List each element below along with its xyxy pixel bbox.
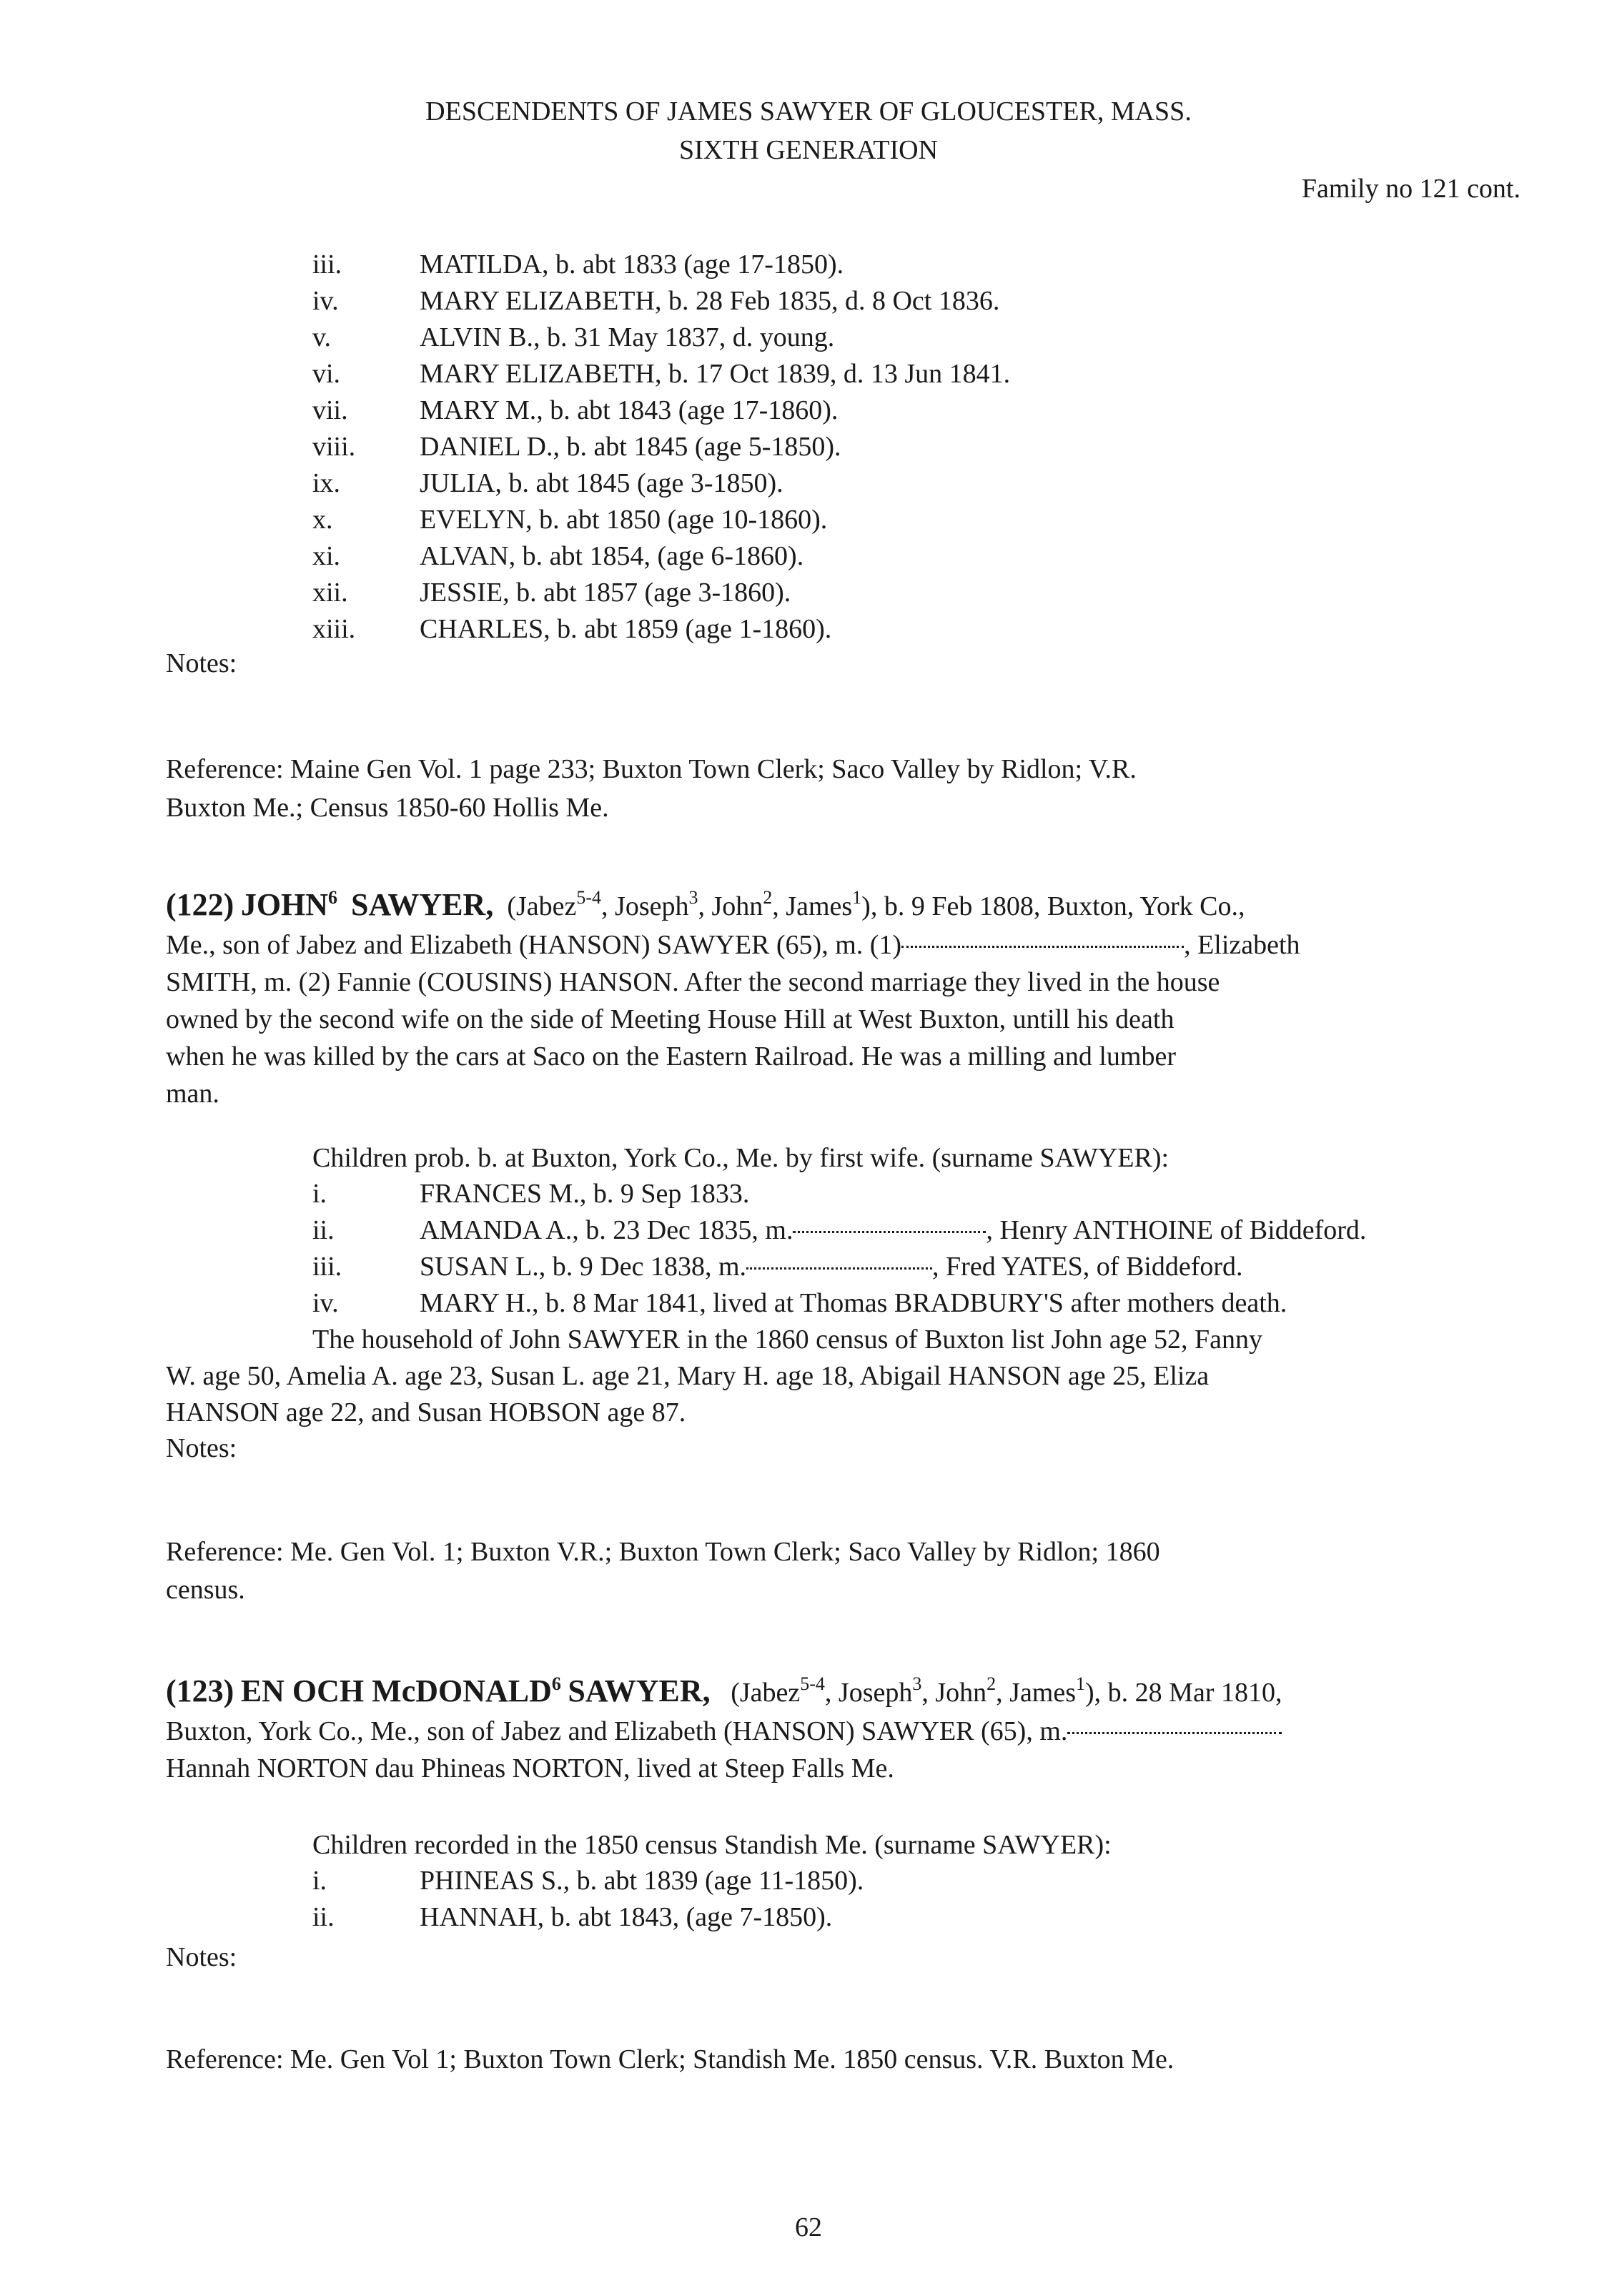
reference-line: census. <box>166 1575 245 1605</box>
list-item: xi. ALVAN, b. abt 1854, (age 6-1860). <box>312 541 804 571</box>
list-item: ii. HANNAH, b. abt 1843, (age 7-1850). <box>312 1902 833 1932</box>
entry-heading-line: (122) JOHN$^6$ SAWYER, (Jabez$^{5-4}$, Joseph$^3$, John$^2$, James$^1$), b. 9 Feb 1808, Buxton, York Co., <box>166 887 1245 922</box>
list-item: iv. MARY ELIZABETH, b. 28 Feb 1835, d. 8 Oct 1836. <box>312 286 1000 316</box>
list-item: ix. JULIA, b. abt 1845 (age 3-1850). <box>312 468 783 498</box>
household-text-line: W. age 50, Amelia A. age 23, Susan L. age 21, Mary H. age 18, Abigail HANSON age 25, Eliza <box>166 1361 1210 1391</box>
list-item: i. PHINEAS S., b. abt 1839 (age 11-1850). <box>312 1866 864 1896</box>
blank-dotted-line <box>1067 1732 1282 1734</box>
entry-text-line: Me., son of Jabez and Elizabeth (HANSON) SAWYER (65), m. (1) , Elizabeth <box>166 930 1300 960</box>
list-item: ii. AMANDA A., b. 23 Dec 1835, m. , Henry ANTHOINE of Biddeford. <box>312 1215 1367 1245</box>
notes-label: Notes: <box>166 1433 237 1463</box>
entry-text-line: when he was killed by the cars at Saco on the Eastern Railroad. He was a milling and lumber <box>166 1041 1176 1072</box>
list-item: x. EVELYN, b. abt 1850 (age 10-1860). <box>312 505 828 535</box>
children-intro: Children recorded in the 1850 census Standish Me. (surname SAWYER): <box>312 1830 1112 1860</box>
list-item: xiii. CHARLES, b. abt 1859 (age 1-1860). <box>312 614 832 644</box>
generation-title: SIXTH GENERATION <box>678 135 939 165</box>
entry-heading-line: (123) EN OCH McDONALD$^6$ SAWYER, (Jabez$^{5-4}$, Joseph$^3$, John$^2$, James$^1$), b. 28 Mar 1810, <box>166 1673 1282 1708</box>
page-number: 62 <box>795 2212 822 2242</box>
blank-dotted-line <box>793 1231 986 1233</box>
list-item: iv. MARY H., b. 8 Mar 1841, lived at Thomas BRADBURY'S after mothers death. <box>312 1288 1287 1318</box>
list-item: iii. MATILDA, b. abt 1833 (age 17-1850). <box>312 249 844 279</box>
reference-line: Reference: Me. Gen Vol. 1; Buxton V.R.; Buxton Town Clerk; Saco Valley by Ridlon; 1860 <box>166 1537 1160 1567</box>
entry-text-line: Buxton, York Co., Me., son of Jabez and Elizabeth (HANSON) SAWYER (65), m. <box>166 1713 1585 1750</box>
entry-text-line: man. <box>166 1079 219 1109</box>
reference-line: Reference: Me. Gen Vol 1; Buxton Town Clerk; Standish Me. 1850 census. V.R. Buxton Me. <box>166 2044 1175 2074</box>
household-text-line: HANSON age 22, and Susan HOBSON age 87. <box>166 1397 686 1427</box>
notes-label: Notes: <box>166 648 237 678</box>
children-intro: Children prob. b. at Buxton, York Co., Me. by first wife. (surname SAWYER): <box>312 1143 1170 1173</box>
list-item: i. FRANCES M., b. 9 Sep 1833. <box>312 1179 750 1209</box>
list-item: iii. SUSAN L., b. 9 Dec 1838, m. , Fred YATES, of Biddeford. <box>312 1252 1243 1282</box>
entry-text-line: SMITH, m. (2) Fannie (COUSINS) HANSON. After the second marriage they lived in the house <box>166 967 1220 997</box>
blank-dotted-line <box>901 946 1184 948</box>
entry-text-line: owned by the second wife on the side of Meeting House Hill at West Buxton, untill his death <box>166 1004 1175 1034</box>
household-text-line: The household of John SAWYER in the 1860 census of Buxton list John age 52, Fanny <box>312 1325 1262 1355</box>
list-item: viii. DANIEL D., b. abt 1845 (age 5-1850). <box>312 432 841 462</box>
list-item: v. ALVIN B., b. 31 May 1837, d. young. <box>312 322 835 352</box>
reference-line: Reference: Maine Gen Vol. 1 page 233; Buxton Town Clerk; Saco Valley by Ridlon; V.R. <box>166 754 1137 784</box>
document-title: DESCENDENTS OF JAMES SAWYER OF GLOUCESTER, MASS. <box>425 97 1192 127</box>
list-item: xii. JESSIE, b. abt 1857 (age 3-1860). <box>312 578 791 608</box>
list-item: vi. MARY ELIZABETH, b. 17 Oct 1839, d. 13 Jun 1841. <box>312 359 1011 389</box>
family-123-entry <box>166 1673 1585 1787</box>
list-item: vii. MARY M., b. abt 1843 (age 17-1860). <box>312 395 839 425</box>
reference-line: Buxton Me.; Census 1850-60 Hollis Me. <box>166 793 609 823</box>
blank-dotted-line <box>746 1267 932 1270</box>
family-122-entry <box>166 886 1585 1112</box>
notes-label: Notes: <box>166 1942 237 1972</box>
family-continuation-label: Family no 121 cont. <box>1301 174 1520 204</box>
entry-text-line: Hannah NORTON dau Phineas NORTON, lived at Steep Falls Me. <box>166 1753 894 1783</box>
